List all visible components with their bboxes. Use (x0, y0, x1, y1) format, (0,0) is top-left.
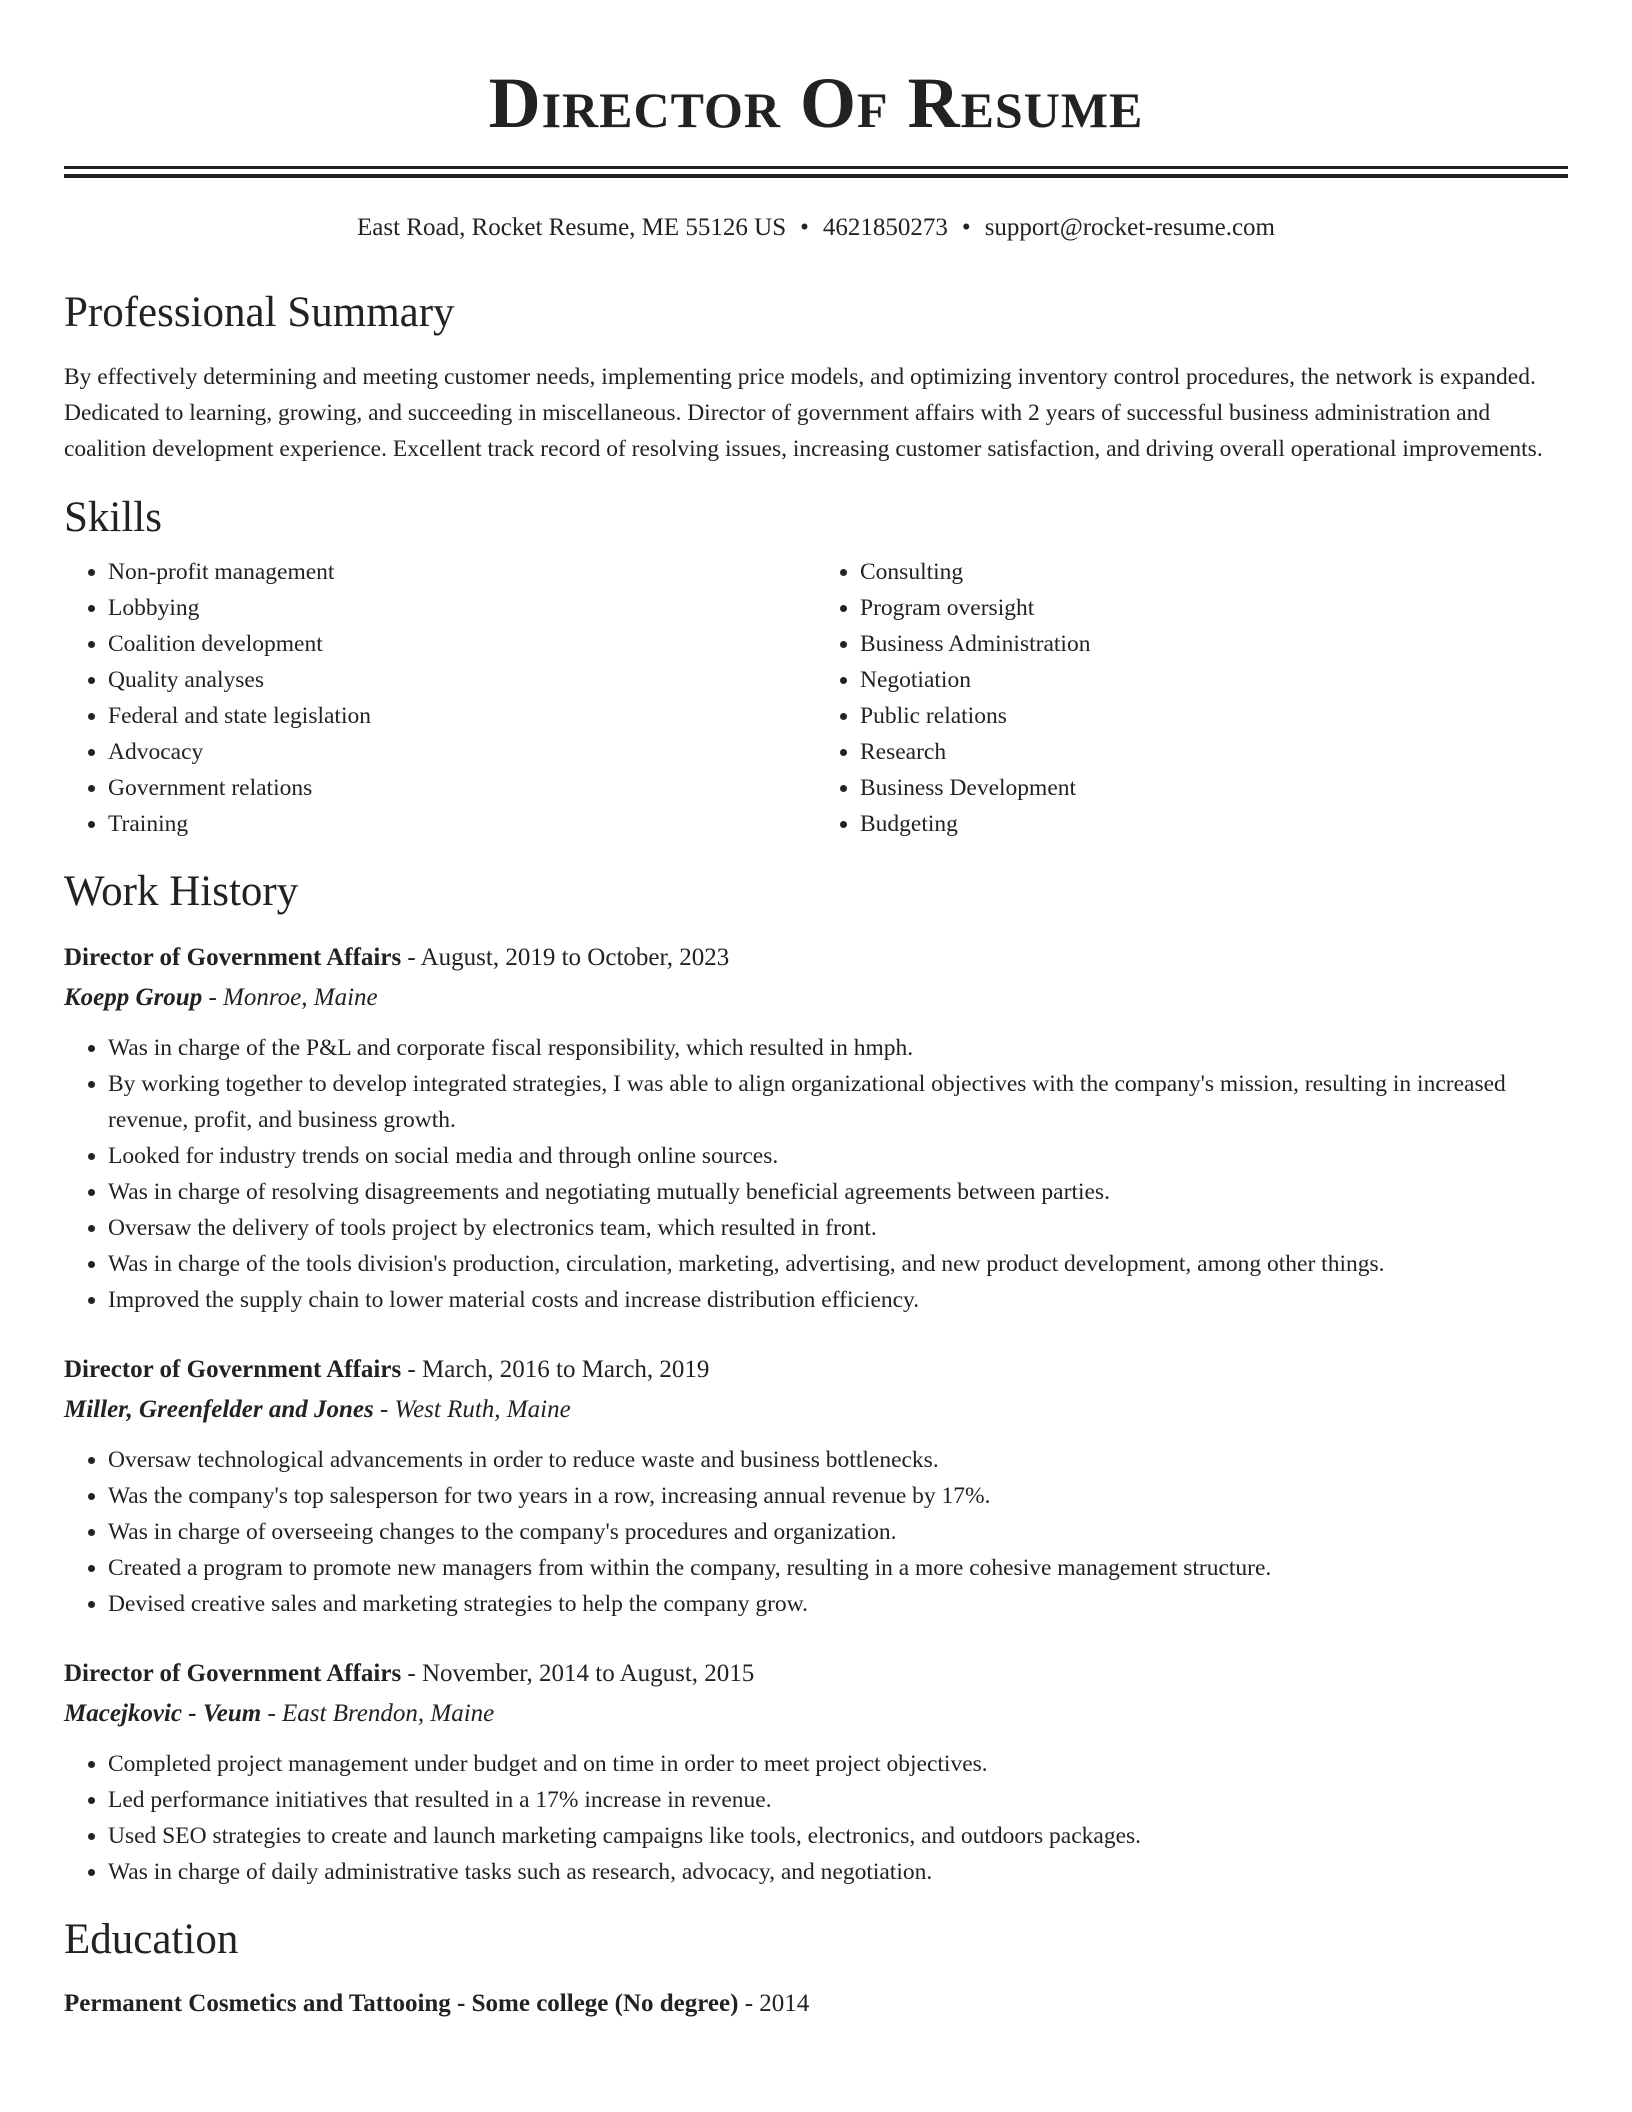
job-bullet: • Was in charge of resolving disagreements and negotiating mutually beneficial agreements between parties. (108, 1174, 1568, 1210)
skill-item: • Non-profit management (108, 554, 816, 590)
job-company: Koepp Group (64, 984, 203, 1011)
job-title-line (64, 1656, 1568, 1692)
job-bullet: • Looked for industry trends on social media and through online sources. (108, 1138, 1568, 1174)
contact-email: support@rocket-resume.com (984, 214, 1275, 241)
skill-item: • Lobbying (108, 590, 816, 626)
job-bullet: • Devised creative sales and marketing strategies to help the company grow. (108, 1586, 1568, 1622)
skill-item: • Quality analyses (108, 662, 816, 698)
contact-phone: 4621850273 (822, 214, 948, 241)
job-bullets (64, 1442, 1568, 1622)
education-heading: Education (64, 1916, 239, 1963)
job-company-line (64, 1392, 1568, 1428)
job-bullet: • Used SEO strategies to create and launch marketing campaigns like tools, electronics, and outdoors packages. (108, 1818, 1568, 1854)
skills-heading: Skills (64, 494, 162, 541)
job-bullet: • By working together to develop integrated strategies, I was able to align organizational objectives with the company's mission, resulting in increased revenue, profit, and business growth. (108, 1066, 1568, 1138)
job-role: Director of Government Affairs (64, 1660, 402, 1687)
job-bullet: • Completed project management under budget and on time in order to meet project objectives. (108, 1746, 1568, 1782)
job-company-line (64, 1696, 1568, 1732)
summary-heading: Professional Summary (64, 289, 455, 336)
education-entry (64, 1986, 1568, 2022)
contact-address: East Road, Rocket Resume, ME 55126 US (357, 214, 787, 241)
job-bullet: • Oversaw the delivery of tools project by electronics team, which resulted in front. (108, 1210, 1568, 1246)
job-bullet: • Was in charge of daily administrative tasks such as research, advocacy, and negotiation. (108, 1854, 1568, 1890)
contact-separator: • (961, 214, 971, 241)
job-company: Macejkovic - Veum (64, 1700, 262, 1727)
job-entry (64, 940, 1568, 1318)
job-bullet: • Led performance initiatives that resulted in a 17% increase in revenue. (108, 1782, 1568, 1818)
contact-separator: • (800, 214, 809, 241)
skill-item: • Program oversight (860, 590, 1568, 626)
education-degree: Permanent Cosmetics and Tattooing - Some college (No degree) (64, 1990, 739, 2017)
job-entry (64, 1352, 1568, 1622)
skill-item: • Government relations (108, 770, 816, 806)
job-bullets (64, 1030, 1568, 1318)
skill-item: • Federal and state legislation (108, 698, 816, 734)
job-bullet: • Was the company's top salesperson for two years in a row, increasing annual revenue by 17%. (108, 1478, 1568, 1514)
job-bullet: • Was in charge of the P&L and corporate fiscal responsibility, which resulted in hmph. (108, 1030, 1568, 1066)
skill-item: • Training (108, 806, 816, 842)
summary-text: By effectively determining and meeting customer needs, implementing price models, and optimizing inventory control procedures, the network is expanded. Dedicated to learning, growing, and succeeding in miscellaneous. Director of government affairs with 2 years of successful business administration and coalition development experience. Excellent track record of resolving issues, increasing customer satisfaction, and driving overall operational improvements. (64, 364, 1543, 462)
job-dates: - August, 2019 to October, 2023 (401, 944, 730, 971)
skill-item: • Business Administration (860, 626, 1568, 662)
skill-item: • Business Development (860, 770, 1568, 806)
job-bullet: • Was in charge of the tools division's production, circulation, marketing, advertising, and new product development, among other things. (108, 1246, 1568, 1282)
resume-title: Director Of Resume (488, 63, 1144, 143)
skill-item: • Public relations (860, 698, 1568, 734)
skill-item: • Budgeting (860, 806, 1568, 842)
job-dates: - November, 2014 to August, 2015 (401, 1660, 755, 1687)
skill-item: • Advocacy (108, 734, 816, 770)
job-title-line (64, 940, 1568, 976)
job-location: - East Brendon, Maine (261, 1700, 495, 1727)
job-bullet: • Oversaw technological advancements in order to reduce waste and business bottlenecks. (108, 1442, 1568, 1478)
job-role: Director of Government Affairs (64, 944, 402, 971)
skill-item: • Coalition development (108, 626, 816, 662)
job-company-line (64, 980, 1568, 1016)
job-entry (64, 1656, 1568, 1890)
skills-column-right (816, 554, 1568, 842)
contact-line (64, 212, 1568, 244)
education-year: - 2014 (738, 1990, 810, 2017)
job-dates: - March, 2016 to March, 2019 (401, 1356, 710, 1383)
skills-column-left (64, 554, 816, 842)
job-bullet: • Created a program to promote new managers from within the company, resulting in a more cohesive management structure. (108, 1550, 1568, 1586)
job-title-line (64, 1352, 1568, 1388)
skill-item: • Research (860, 734, 1568, 770)
work-history-heading: Work History (64, 868, 299, 915)
job-location: - West Ruth, Maine (373, 1396, 571, 1423)
job-bullets (64, 1746, 1568, 1890)
title-divider (64, 166, 1568, 178)
skill-item: • Negotiation (860, 662, 1568, 698)
skills-list (64, 554, 1568, 842)
job-role: Director of Government Affairs (64, 1356, 402, 1383)
job-company: Miller, Greenfelder and Jones (64, 1396, 374, 1423)
job-bullet: • Improved the supply chain to lower material costs and increase distribution efficiency. (108, 1282, 1568, 1318)
job-location: - Monroe, Maine (202, 984, 378, 1011)
skill-item: • Consulting (860, 554, 1568, 590)
job-bullet: • Was in charge of overseeing changes to the company's procedures and organization. (108, 1514, 1568, 1550)
